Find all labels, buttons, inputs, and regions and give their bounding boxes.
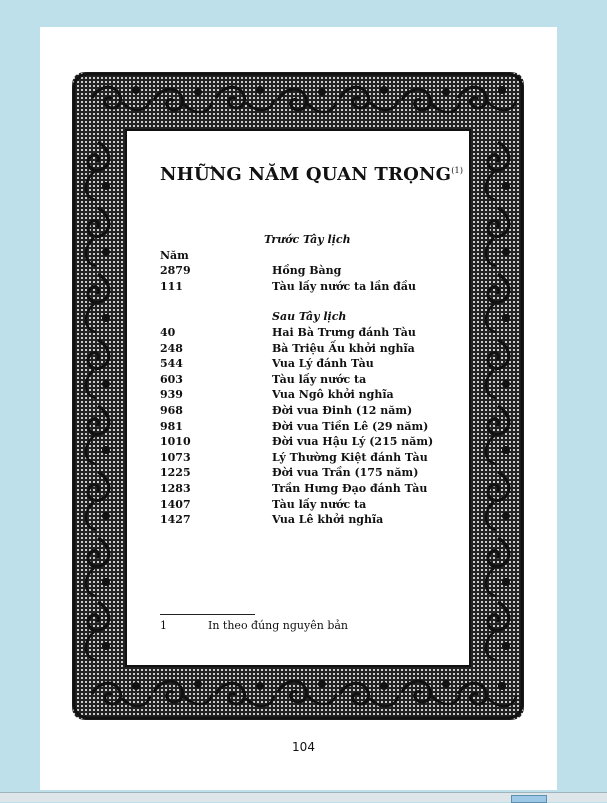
event-text: Hồng Bàng [272,264,342,277]
title-footnote-mark: (1) [451,166,464,175]
event-text: Đời vua Tiền Lê (29 năm) [272,420,429,433]
event-text: Tàu lấy nước ta lần đầu [272,280,416,293]
scrollbar-thumb[interactable] [511,795,547,803]
event-year: 111 [160,280,183,293]
footnote-number: 1 [160,619,167,632]
event-text: Vua Ngô khởi nghĩa [272,388,394,401]
event-text: Lý Thường Kiệt đánh Tàu [272,451,428,464]
event-year: 40 [160,326,176,339]
event-year: 981 [160,420,183,433]
event-text: Bà Triệu Ấu khởi nghĩa [272,342,415,355]
section-heading-after: Sau Tây lịch [272,310,347,323]
event-text: Tàu lấy nước ta [272,498,367,511]
footnote-text: In theo đúng nguyên bản [208,619,349,632]
event-year: 1427 [160,513,191,526]
event-year: 544 [160,357,183,370]
event-text: Đời vua Đinh (12 năm) [272,404,413,417]
event-year: 968 [160,404,183,417]
section-heading-before: Trước Tây lịch [264,233,351,246]
title-text: NHỮNG NĂM QUAN TRỌNG [160,164,452,185]
event-year: 939 [160,388,183,401]
event-year: 1407 [160,498,191,511]
event-text: Đời vua Hậu Lý (215 năm) [272,435,434,448]
footnote-divider [160,614,255,615]
event-year: 2879 [160,264,191,277]
page-number: 104 [292,740,315,754]
event-year: 1073 [160,451,191,464]
event-year: 248 [160,342,183,355]
event-year: 603 [160,373,183,386]
event-text: Vua Lê khởi nghĩa [272,513,384,526]
event-text: Trần Hưng Đạo đánh Tàu [272,482,428,495]
event-year: 1283 [160,482,191,495]
event-text: Vua Lý đánh Tàu [272,357,374,370]
page-title [160,164,463,185]
event-year: 1010 [160,435,191,448]
event-text: Đời vua Trần (175 năm) [272,466,419,479]
event-text: Tàu lấy nước ta [272,373,367,386]
year-column-label: Năm [160,249,189,262]
event-year: 1225 [160,466,191,479]
event-text: Hai Bà Trưng đánh Tàu [272,326,416,339]
